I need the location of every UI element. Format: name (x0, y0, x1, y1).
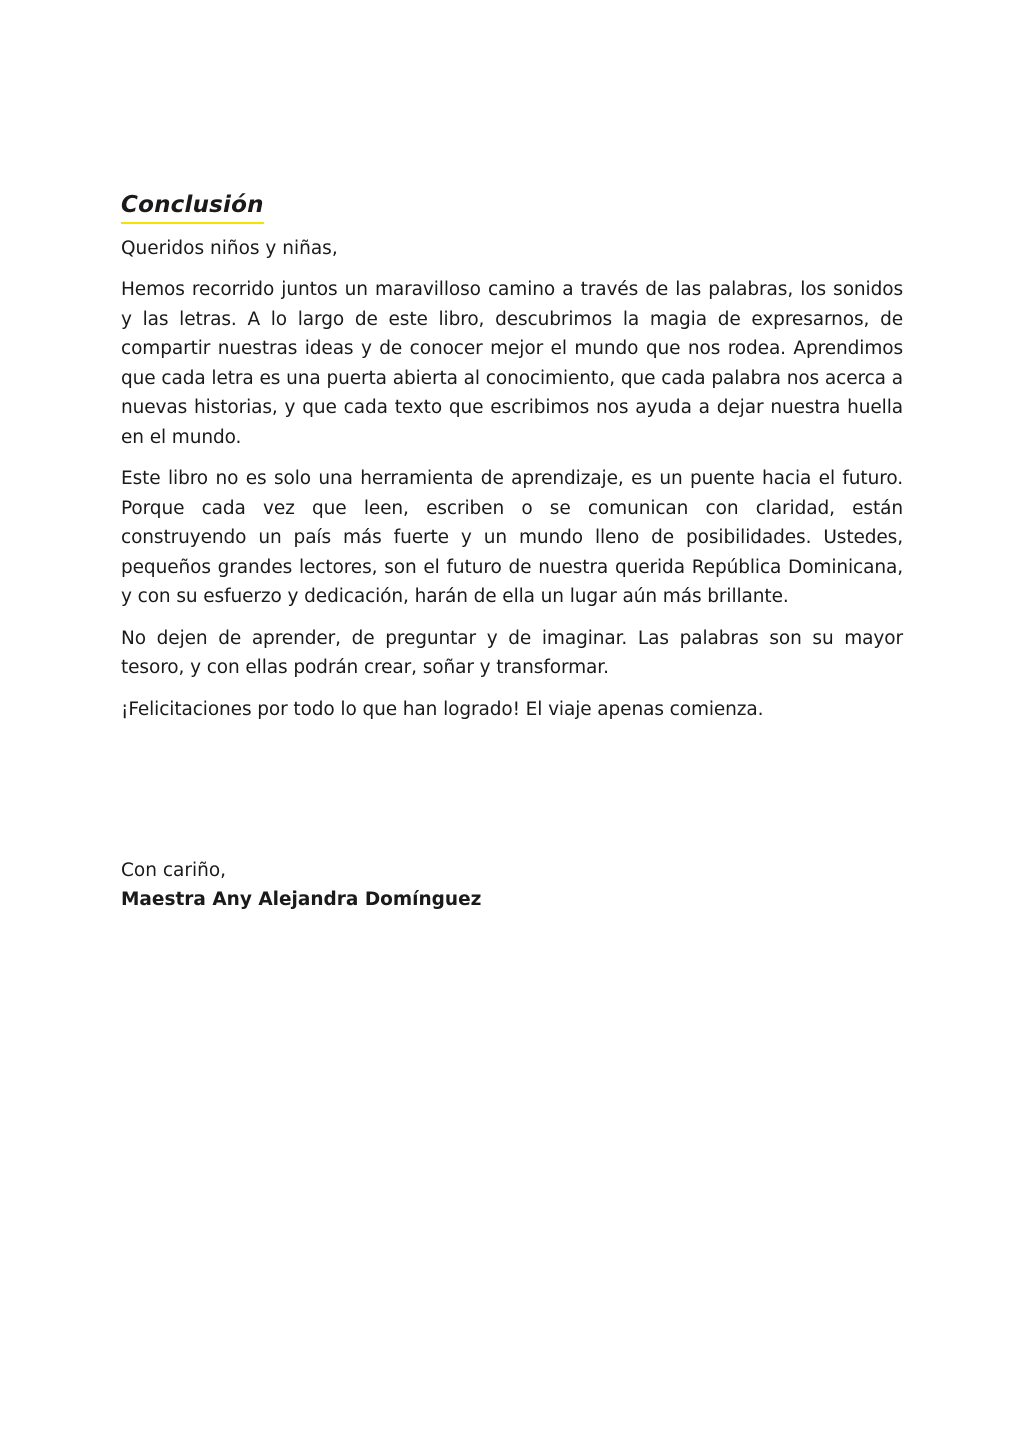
paragraph-1: Hemos recorrido juntos un maravilloso camino a través de las palabras, los sonidos y las letras. A lo largo de este libro, descubrimos la magia de expresarnos, de compartir nuestras ideas y de conocer mejor el mundo que nos rodea. Aprendimos que cada letra es una puerta abierta al conocimiento, que cada palabra nos acerca a nuevas historias, y que cada texto que escribimos nos ayuda a dejar nuestra huella en el mundo. (121, 279, 903, 448)
page-title: Conclusión (121, 188, 264, 224)
greeting: Queridos niños y niñas, (121, 238, 338, 259)
paragraph-3: No dejen de aprender, de preguntar y de imaginar. Las palabras son su mayor tesoro, y con ellas podrán crear, soñar y transformar. (121, 627, 903, 678)
document-body (121, 188, 903, 736)
paragraph-4: ¡Felicitaciones por todo lo que han logrado! El viaje apenas comienza. (121, 698, 764, 720)
closing-block (121, 856, 721, 914)
paragraph-2: Este libro no es solo una herramienta de aprendizaje, es un puente hacia el futuro. Porque cada vez que leen, escriben o se comunican con claridad, están construyendo un país más fuerte y un mundo lleno de posibilidades. Ustedes, pequeños grandes lectores, son el futuro de nuestra querida República Dominicana, y con su esfuerzo y dedicación, harán de ella un lugar aún más brillante. (121, 468, 903, 607)
signature: Maestra Any Alejandra Domínguez (121, 889, 482, 910)
closing-salutation: Con cariño, (121, 860, 227, 881)
